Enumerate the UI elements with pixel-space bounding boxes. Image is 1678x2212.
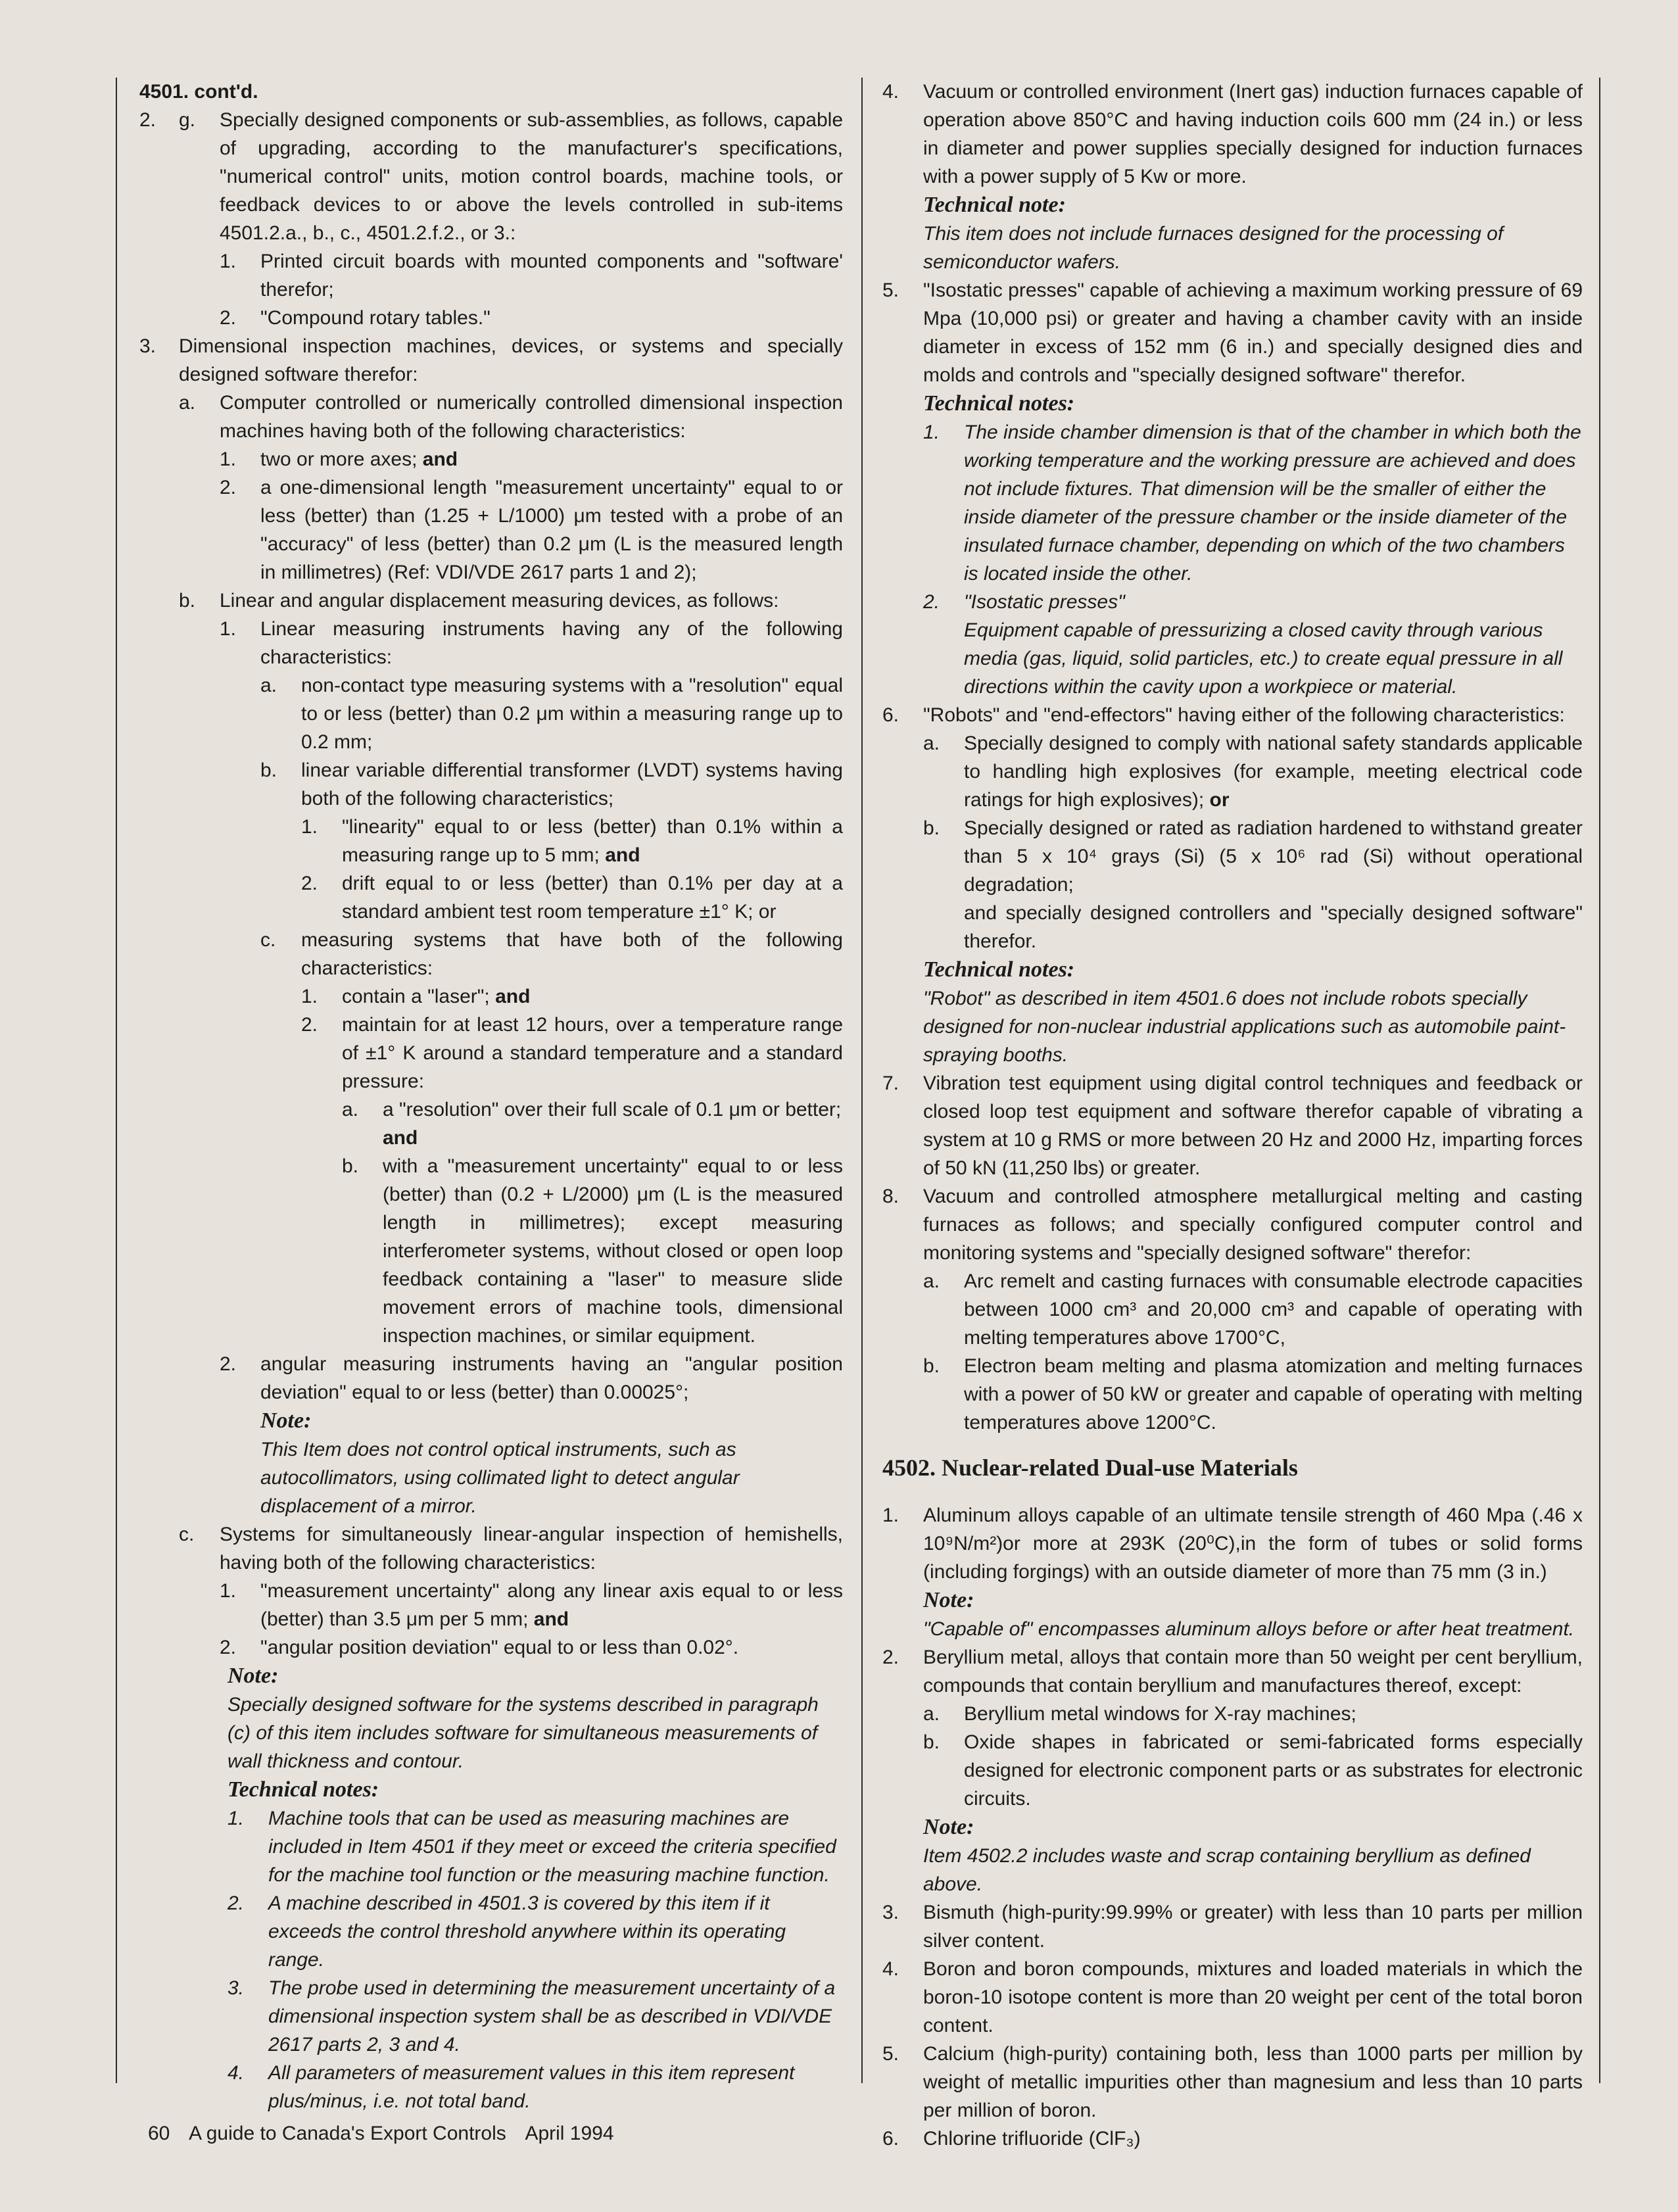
list-item [220, 445, 843, 473]
list-item [923, 1267, 1583, 1352]
item-text: a "resolution" over their full scale of 0.1 μm or better; [383, 1099, 842, 1120]
list-item [220, 1350, 843, 1407]
item-number: 2. [923, 591, 940, 613]
technical-notes-heading: Technical notes: [228, 1777, 379, 1802]
item-number: 8. [882, 1186, 899, 1207]
list-item [220, 473, 843, 587]
item-text: non-contact type measuring systems with a "resolution" equal to or less (better) than 0.2 μm within a measuring range up to 0.2 mm; [301, 675, 843, 753]
item-letter: a. [923, 733, 940, 754]
item-text: The probe used in determining the measurement uncertainty of a dimensional inspection system shall be as described in VDI/VDE 2617 parts 2, 3 and 4. [268, 1977, 836, 2056]
item-text: Aluminum alloys capable of an ultimate tensile strength of 460 Mpa (.46 x 10⁹N/m²)or more at 293K (20⁰C),in the form of tubes or solid forms (including forgings) with an outside diameter of more than 75 mm (3 in.) [923, 1504, 1583, 1583]
list-item [220, 304, 843, 332]
item-text: measuring systems that have both of the following characteristics: [301, 929, 843, 979]
list-item [228, 1889, 843, 1974]
item-text: a one-dimensional length "measurement uncertainty" equal to or less (better) than (1.25 + L/1000) μm tested with a probe of an "accuracy" of less (better) than 0.2 μm (L is the measured length in millimetres) (Ref: VDI/VDE 2617 parts 1 and 2); [260, 477, 843, 583]
technical-notes-heading: Technical notes: [923, 957, 1075, 982]
note-heading: Note: [923, 1588, 974, 1612]
list-item [923, 729, 1583, 814]
item-number: 1. [220, 448, 237, 470]
item-letter: b. [923, 817, 940, 839]
technical-notes-heading: Technical notes: [923, 391, 1075, 416]
item-number: 2. [301, 1014, 318, 1036]
technical-note-heading: Technical note: [923, 193, 1066, 217]
item-number: 1. [923, 421, 940, 443]
item-letter: a. [923, 1703, 940, 1725]
center-column-rule [861, 78, 863, 2083]
conjunction: and [605, 844, 640, 866]
right-margin-rule [1599, 78, 1600, 2083]
item-text: angular measuring instruments having an "angular position deviation" equal to or less (better) than 0.00025°; [260, 1353, 843, 1403]
item-text: The inside chamber dimension is that of the chamber in which both the working temperature and the working pressure are achieved and does not include fixtures. That dimension will be the smaller of either the inside diameter of the pressure chamber or the inside diameter of the insulated furnace chamber, depending on which of the two chambers is located inside the other. [964, 421, 1581, 585]
page-number: 60 [148, 2123, 170, 2144]
conjunction: or [1209, 789, 1230, 811]
note-heading: Note: [260, 1408, 312, 1433]
item-text: and specially designed controllers and "specially designed software" therefor. [964, 902, 1583, 952]
note-heading: Note: [228, 1664, 279, 1688]
list-item [923, 814, 1583, 955]
item-number: 3. [228, 1977, 245, 1999]
list-item [301, 1011, 843, 1095]
item-number: 1. [301, 816, 318, 838]
item-letter: b. [923, 1355, 940, 1377]
list-item [882, 701, 1583, 729]
item-text: linear variable differential transformer (LVDT) systems having both of the following characteristics; [301, 759, 843, 809]
item-letter: a. [342, 1099, 359, 1120]
item-number: 1. [882, 1504, 899, 1526]
item-text: Bismuth (high-purity:99.99% or greater) with less than 10 parts per million silver content. [923, 1902, 1583, 1952]
conjunction: and [383, 1127, 418, 1149]
item-number: 2. [882, 1647, 899, 1668]
list-item [882, 1898, 1583, 1955]
item-number: 3. [139, 335, 156, 357]
list-item [179, 1520, 843, 1577]
item-letter: a. [260, 675, 277, 696]
item-text: All parameters of measurement values in this item represent plus/minus, i.e. not total band. [268, 2062, 795, 2112]
section-title: 4502. Nuclear-related Dual-use Materials [882, 1455, 1298, 1481]
list-item [260, 756, 843, 813]
list-item [220, 615, 843, 671]
item-number: 5. [882, 2043, 899, 2065]
list-item [923, 1700, 1583, 1728]
note-heading: Note: [923, 1815, 974, 1839]
note-text: "Robot" as described in item 4501.6 does not include robots specially designed for non-nuclear industrial applications such as automobile paint-spraying booths. [923, 988, 1566, 1066]
item-number: 2. [220, 307, 237, 329]
list-item [301, 982, 843, 1011]
item-text: Linear measuring instruments having any of the following characteristics: [260, 618, 843, 668]
item-number: 1. [301, 986, 318, 1007]
list-item [882, 1955, 1583, 2040]
item-text: Specially designed to comply with national safety standards applicable to handling high explosives (for example, meeting electrical code ratings for high explosives); [964, 733, 1583, 811]
item-number: 2. [220, 1637, 237, 1658]
item-number: 2. [139, 109, 156, 131]
list-item [923, 1728, 1583, 1813]
list-item [179, 587, 843, 615]
item-text: Boron and boron compounds, mixtures and loaded materials in which the boron-10 isotope content is more than 20 weight per cent of the total boron content. [923, 1958, 1583, 2036]
list-item [228, 1974, 843, 2059]
item-letter: c. [260, 929, 276, 951]
item-number: 5. [882, 279, 899, 301]
item-text: Equipment capable of pressurizing a closed cavity through various media (gas, liquid, solid particles, etc.) to create equal pressure in all directions within the cavity upon a workpiece or material. [964, 619, 1563, 698]
list-item [882, 1501, 1583, 1586]
item-text: contain a "laser"; [342, 986, 490, 1007]
item-text: "Compound rotary tables." [260, 307, 491, 329]
item-number: 7. [882, 1072, 899, 1094]
right-column [882, 78, 1583, 2153]
publication-date: April 1994 [525, 2123, 614, 2144]
item-number: 1. [220, 251, 237, 272]
list-item [260, 671, 843, 756]
list-item [882, 2125, 1583, 2153]
item-text: Machine tools that can be used as measuring machines are included in Item 4501 if they meet or exceed the criteria specified for the machine tool function or the measuring machine function. [268, 1808, 836, 1886]
list-item [139, 106, 843, 247]
list-item [882, 78, 1583, 191]
left-column [139, 78, 843, 2115]
list-item [228, 1804, 843, 1889]
list-item [260, 926, 843, 982]
item-number: 2. [228, 1892, 245, 1914]
item-text: "Robots" and "end-effectors" having either of the following characteristics: [923, 704, 1565, 726]
item-number: 6. [882, 2128, 899, 2150]
list-item [923, 588, 1583, 701]
section-continuation-heading: 4501. cont'd. [139, 81, 258, 103]
item-letter: b. [342, 1155, 359, 1177]
item-text: Vacuum and controlled atmosphere metallurgical melting and casting furnaces as follows; and specially configured computer control and monitoring systems and "specially designed software" therefor: [923, 1186, 1583, 1264]
item-text: Systems for simultaneously linear-angular inspection of hemishells, having both of the following characteristics: [220, 1524, 843, 1574]
item-letter: g. [179, 109, 196, 131]
conjunction: and [533, 1608, 569, 1630]
list-item [923, 1352, 1583, 1437]
publication-title: A guide to Canada's Export Controls [189, 2123, 506, 2144]
list-item [301, 869, 843, 926]
item-number: 4. [882, 1958, 899, 1980]
note-term: "Isostatic presses" [964, 591, 1125, 613]
item-number: 2. [301, 873, 318, 894]
list-item [882, 1069, 1583, 1182]
list-item [882, 276, 1583, 389]
item-text: Chlorine trifluoride (ClF₃) [923, 2128, 1141, 2150]
list-item [342, 1152, 843, 1350]
item-text: Arc remelt and casting furnaces with consumable electrode capacities between 1000 cm³ and 20,000 cm³ and capable of operating with melting temperatures above 1700°C, [964, 1270, 1583, 1349]
note-text: This Item does not control optical instruments, such as autocollimators, using collimated light to detect angular displacement of a mirror. [260, 1439, 740, 1517]
item-text: Vibration test equipment using digital control techniques and feedback or closed loop test equipment and software therefor capable of vibrating a system at 10 g RMS or more between 20 Hz and 2000 Hz, imparting forces of 50 kN (11,250 lbs) or greater. [923, 1072, 1583, 1179]
list-item [342, 1095, 843, 1152]
list-item [220, 1577, 843, 1633]
item-text: Specially designed components or sub-assemblies, as follows, capable of upgrading, according to the manufacturer's specifications, "numerical control" units, motion control boards, machine tools, or feedback devices to or above the levels controlled in sub-items 4501.2.a., b., c., 4501.2.f.2., or 3.: [220, 109, 843, 244]
item-text: maintain for at least 12 hours, over a temperature range of ±1° K around a standard temperature and a standard pressure: [342, 1014, 843, 1092]
item-number: 4. [882, 81, 899, 103]
note-text: Item 4502.2 includes waste and scrap containing beryllium as defined above. [923, 1845, 1531, 1895]
item-number: 2. [220, 1353, 237, 1375]
item-text: Dimensional inspection machines, devices, or systems and specially designed software therefor: [179, 335, 843, 385]
list-item [882, 1182, 1583, 1267]
conjunction: and [495, 986, 531, 1007]
item-text: Oxide shapes in fabricated or semi-fabricated forms especially designed for electronic component parts or as substrates for electronic circuits. [964, 1731, 1583, 1810]
note-text: Specially designed software for the systems described in paragraph (c) of this item includes software for simultaneous measurements of wall thickness and contour. [228, 1694, 819, 1772]
item-letter: b. [179, 590, 196, 612]
item-text: Beryllium metal, alloys that contain more than 50 weight per cent beryllium, compounds that contain beryllium and manufactures thereof, except: [923, 1647, 1583, 1696]
item-text: Computer controlled or numerically controlled dimensional inspection machines having both of the following characteristics: [220, 392, 843, 442]
list-item [923, 418, 1583, 588]
list-item [179, 389, 843, 445]
item-number: 2. [220, 477, 237, 498]
item-text: two or more axes; [260, 448, 418, 470]
item-text: "angular position deviation" equal to or less than 0.02°. [260, 1637, 739, 1658]
note-text: This item does not include furnaces designed for the processing of semiconductor wafers. [923, 223, 1504, 273]
item-text: A machine described in 4501.3 is covered by this item if it exceeds the control threshold anywhere within its operating range. [268, 1892, 786, 1971]
item-text: with a "measurement uncertainty" equal to or less (better) than (0.2 + L/2000) μm (L is the measured length in millimetres); except measuring interferometer systems, without closed or open loop feedback containing a "laser" to measure slide movement errors of machine tools, dimensional inspection machines, or similar equipment. [383, 1155, 843, 1347]
item-letter: c. [179, 1524, 195, 1545]
item-text: Calcium (high-purity) containing both, less than 1000 parts per million by weight of metallic impurities other than magnesium and less than 10 parts per million of boron. [923, 2043, 1583, 2121]
item-text: Specially designed or rated as radiation hardened to withstand greater than 5 x 10⁴ grays (Si) (5 x 10⁶ rad (Si) without operational degradation; [964, 817, 1583, 896]
list-item [220, 247, 843, 304]
item-letter: a. [923, 1270, 940, 1292]
item-number: 6. [882, 704, 899, 726]
item-number: 4. [228, 2062, 245, 2084]
item-text: "Isostatic presses" capable of achieving a maximum working pressure of 69 Mpa (10,000 psi) or greater and having a chamber cavity with an inside diameter in excess of 152 mm (6 in.) and specially designed dies and molds and controls and "specially designed software" therefor. [923, 279, 1583, 386]
item-number: 3. [882, 1902, 899, 1923]
item-text: drift equal to or less (better) than 0.1% per day at a standard ambient test room temperature ±1° K; or [342, 873, 843, 923]
item-letter: b. [260, 759, 277, 781]
list-item [882, 1643, 1583, 1700]
list-item [882, 2040, 1583, 2125]
item-text: Vacuum or controlled environment (Inert gas) induction furnaces capable of operation above 850°C and having induction coils 600 mm (24 in.) or less in diameter and power supplies specially designed for induction furnaces with a power supply of 5 Kw or more. [923, 81, 1583, 187]
conjunction: and [422, 448, 458, 470]
item-text: Electron beam melting and plasma atomization and melting furnaces with a power of 50 kW or greater and capable of operating with melting temperatures above 1200°C. [964, 1355, 1583, 1433]
item-letter: b. [923, 1731, 940, 1753]
list-item [228, 2059, 843, 2115]
list-item [139, 332, 843, 389]
left-margin-rule [116, 78, 117, 2083]
item-number: 1. [220, 618, 237, 640]
item-letter: a. [179, 392, 196, 414]
list-item [220, 1633, 843, 1662]
list-item [301, 813, 843, 869]
note-text: "Capable of" encompasses aluminum alloys before or after heat treatment. [923, 1618, 1575, 1640]
item-text: "measurement uncertainty" along any linear axis equal to or less (better) than 3.5 μm per 5 mm; [260, 1580, 843, 1630]
item-text: Beryllium metal windows for X-ray machines; [964, 1703, 1356, 1725]
item-text: Linear and angular displacement measuring devices, as follows: [220, 590, 779, 612]
item-number: 1. [220, 1580, 237, 1602]
item-number: 1. [228, 1808, 245, 1829]
item-text: "linearity" equal to or less (better) than 0.1% within a measuring range up to 5 mm; [342, 816, 843, 866]
page-footer [148, 2123, 629, 2145]
item-text: Printed circuit boards with mounted components and "software' therefor; [260, 251, 843, 301]
